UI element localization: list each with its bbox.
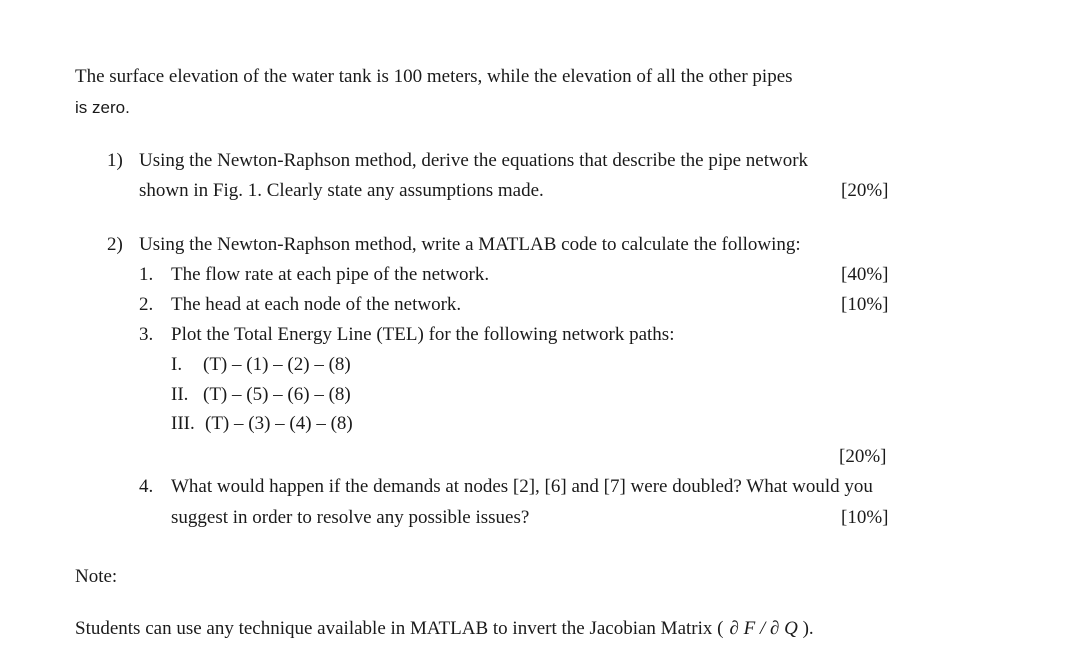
q2-item-2-number: 2.	[139, 294, 154, 315]
q2-item-4-number: 4.	[139, 476, 154, 497]
q1-number: 1)	[107, 150, 123, 171]
intro-line-2: is zero.	[75, 98, 130, 117]
path-2-text: (T) – (5) – (6) – (8)	[203, 384, 351, 405]
q2-item-3-text: Plot the Total Energy Line (TEL) for the following network paths:	[171, 324, 675, 345]
q1-line-2: shown in Fig. 1. Clearly state any assumptions made.	[139, 180, 544, 201]
q2-number: 2)	[107, 234, 123, 255]
q2-item-3-mark: [20%]	[839, 446, 887, 467]
path-2-number: II.	[171, 384, 189, 405]
q2-item-2-mark: [10%]	[841, 294, 889, 315]
jacobian-formula: ∂ F / ∂ Q	[729, 618, 798, 639]
path-1-number: I.	[171, 354, 183, 375]
q2-item-1-number: 1.	[139, 264, 154, 285]
q2-line-1: Using the Newton-Raphson method, write a MATLAB code to calculate the following:	[139, 234, 801, 255]
path-1-text: (T) – (1) – (2) – (8)	[203, 354, 351, 375]
note-close: ).	[797, 618, 814, 639]
q1-line-1: Using the Newton-Raphson method, derive the equations that describe the pipe network	[139, 150, 809, 171]
note-sentence: Students can use any technique available in MATLAB to invert the Jacobian Matrix (	[75, 618, 724, 639]
q2-item-1-mark: [40%]	[841, 264, 889, 285]
q1-mark: [20%]	[841, 180, 889, 201]
q2-item-4-line-2: suggest in order to resolve any possible issues?	[171, 507, 530, 528]
q2-item-4-line-1: What would happen if the demands at nodes [2], [6] and [7] were doubled? What would you	[171, 476, 873, 497]
path-3-text: (T) – (3) – (4) – (8)	[205, 413, 353, 434]
q2-item-1-text: The flow rate at each pipe of the network.	[171, 264, 490, 285]
path-3-number: III.	[171, 413, 195, 434]
q2-item-4-mark: [10%]	[841, 507, 889, 528]
q2-item-2-text: The head at each node of the network.	[171, 294, 462, 315]
note-text	[75, 618, 814, 640]
intro-line-1: The surface elevation of the water tank is 100 meters, while the elevation of all the other pipes	[75, 66, 793, 87]
q2-item-3-number: 3.	[139, 324, 154, 345]
note-label: Note:	[75, 566, 118, 587]
